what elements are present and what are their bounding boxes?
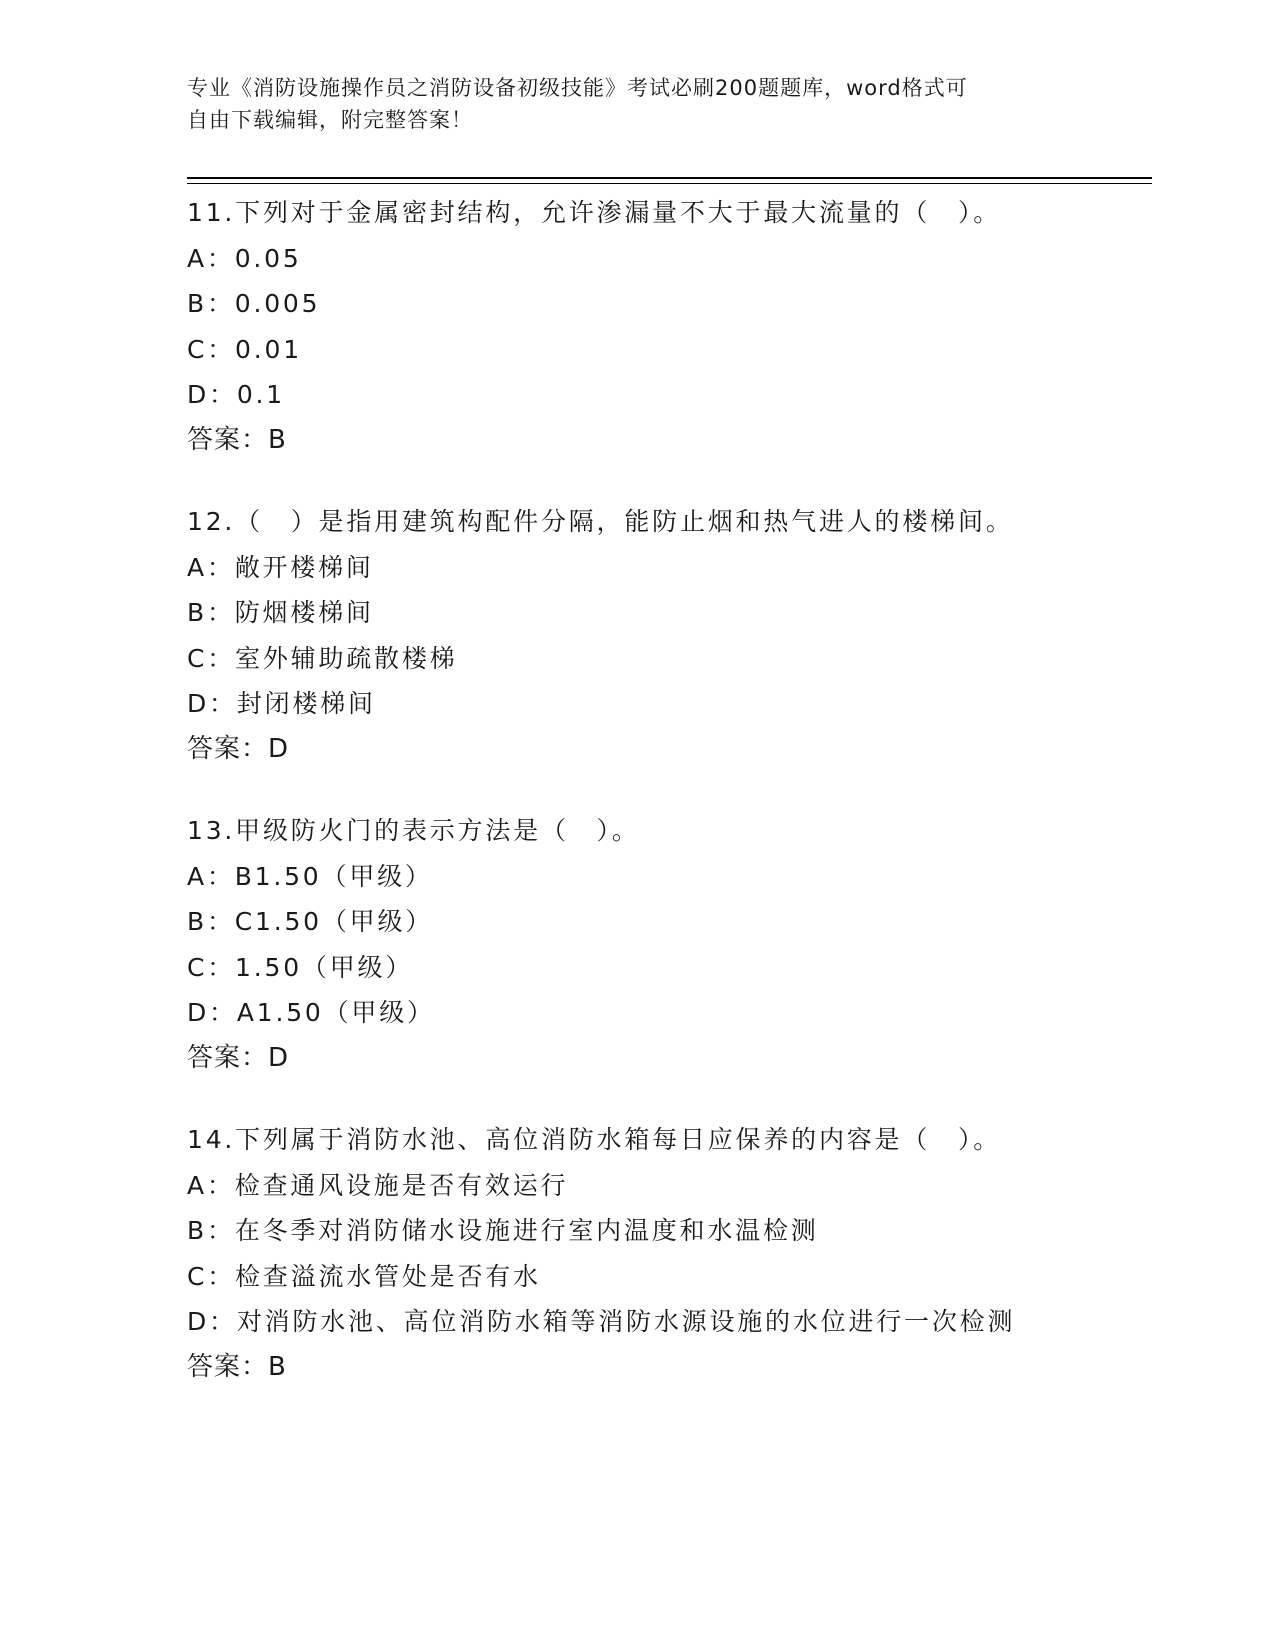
option-c: C：室外辅助疏散楼梯 bbox=[187, 643, 458, 673]
header-line-1: 专业《消防设施操作员之消防设备初级技能》考试必刷200题题库，word格式可 bbox=[187, 76, 968, 100]
option-d: D：0.1 bbox=[187, 380, 286, 409]
option-a: A：0.05 bbox=[187, 243, 302, 273]
option-b: B：C1.50（甲级） bbox=[187, 907, 434, 936]
question-text: 14.下列属于消防水池、高位消防水箱每日应保养的内容是（ ）。 bbox=[187, 1125, 1002, 1154]
question-list bbox=[187, 190, 1147, 1426]
header-divider-thin bbox=[187, 183, 1152, 184]
option-c: C：0.01 bbox=[187, 334, 302, 364]
question-text: 11.下列对于金属密封结构，允许渗漏量不大于最大流量的（ ）。 bbox=[187, 198, 1002, 227]
question-13 bbox=[187, 808, 1147, 1081]
answer-key: 答案：D bbox=[187, 733, 290, 764]
answer-key: 答案：D bbox=[187, 1042, 290, 1073]
option-c: C：检查溢流水管处是否有水 bbox=[187, 1261, 541, 1291]
question-text: 13.甲级防火门的表示方法是（ ）。 bbox=[187, 816, 640, 845]
question-12 bbox=[187, 499, 1147, 772]
option-d: D：封闭楼梯间 bbox=[187, 689, 376, 718]
header-line-2: 自由下载编辑，附完整答案！ bbox=[187, 108, 473, 132]
option-b: B：防烟楼梯间 bbox=[187, 598, 374, 627]
header-divider-thick bbox=[187, 177, 1152, 179]
document-header bbox=[187, 72, 1067, 136]
question-text: 12.（ ）是指用建筑构配件分隔，能防止烟和热气进人的楼梯间。 bbox=[187, 507, 1014, 536]
option-d: D：对消防水池、高位消防水箱等消防水源设施的水位进行一次检测 bbox=[187, 1307, 1016, 1336]
answer-key: 答案：B bbox=[187, 1351, 287, 1382]
answer-key: 答案：B bbox=[187, 424, 287, 455]
option-d: D：A1.50（甲级） bbox=[187, 998, 435, 1027]
option-a: A：检查通风设施是否有效运行 bbox=[187, 1170, 569, 1200]
option-b: B：0.005 bbox=[187, 289, 321, 318]
option-a: A：敞开楼梯间 bbox=[187, 552, 374, 582]
option-a: A：B1.50（甲级） bbox=[187, 861, 433, 891]
option-b: B：在冬季对消防储水设施进行室内温度和水温检测 bbox=[187, 1216, 819, 1245]
option-c: C：1.50（甲级） bbox=[187, 952, 414, 982]
question-14 bbox=[187, 1117, 1147, 1390]
question-11 bbox=[187, 190, 1147, 463]
